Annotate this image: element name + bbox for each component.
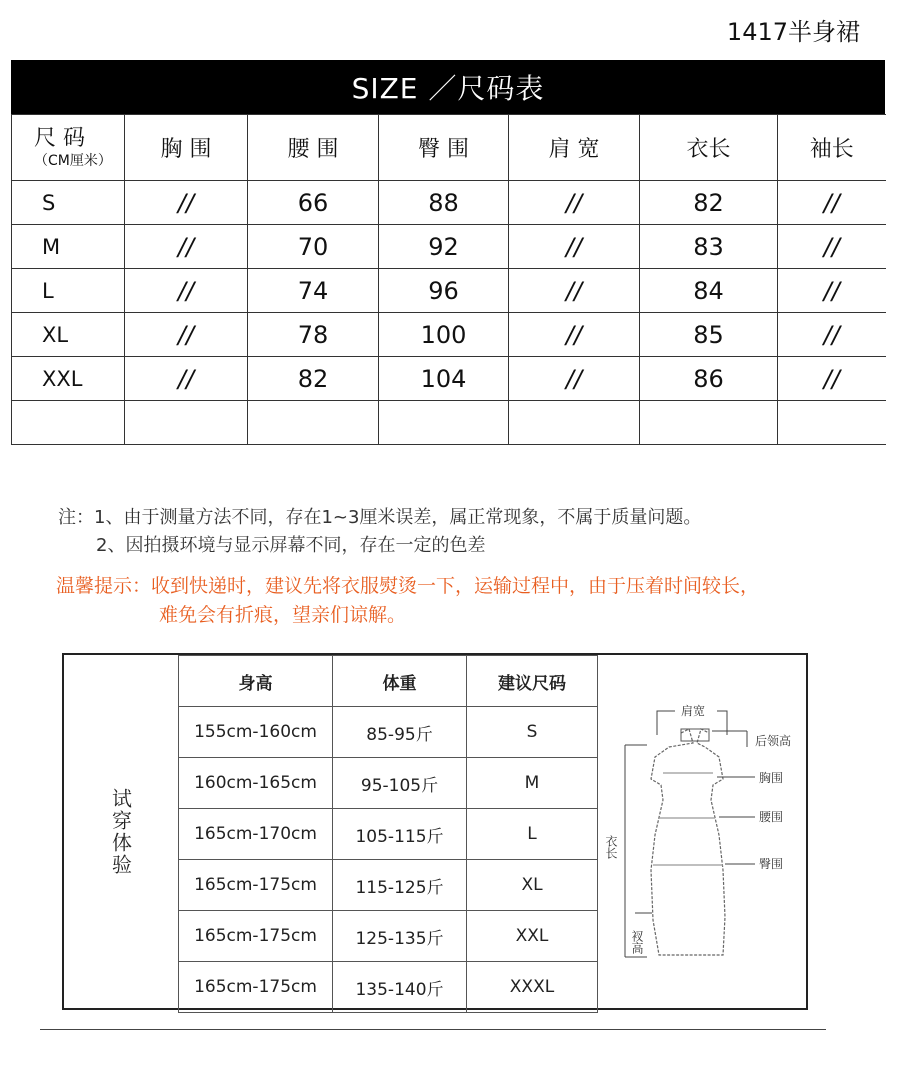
empty-cell <box>248 401 379 445</box>
size-cell: S <box>12 181 125 225</box>
table-cell: // <box>778 181 886 225</box>
table-row <box>179 962 598 1013</box>
empty-cell <box>379 401 509 445</box>
header-size <box>12 115 125 181</box>
table-cell: 66 <box>248 181 379 225</box>
table-cell: 96 <box>379 269 509 313</box>
table-cell: 70 <box>248 225 379 269</box>
table-cell: 165cm-175cm <box>179 962 333 1013</box>
table-cell: 165cm-170cm <box>179 809 333 860</box>
table-cell: // <box>125 225 248 269</box>
header-bust: 胸 围 <box>125 115 248 181</box>
table-cell: 82 <box>248 357 379 401</box>
table-row <box>12 357 886 401</box>
table-row <box>12 181 886 225</box>
fitting-header-row <box>179 656 598 707</box>
fitting-side-label-cell <box>64 655 178 1008</box>
table-cell: // <box>509 357 640 401</box>
table-cell: 82 <box>640 181 778 225</box>
table-row <box>179 707 598 758</box>
tip-line-2: 难免会有折痕，望亲们谅解。 <box>159 604 407 626</box>
table-cell: L <box>467 809 598 860</box>
size-chart <box>11 60 885 445</box>
empty-cell <box>125 401 248 445</box>
table-cell: S <box>467 707 598 758</box>
size-cell: L <box>12 269 125 313</box>
measurement-diagram <box>597 655 806 1008</box>
bottom-divider <box>40 1029 826 1030</box>
table-cell: 95-105斤 <box>333 758 467 809</box>
header-suggested-size: 建议尺码 <box>467 656 598 707</box>
table-cell: 74 <box>248 269 379 313</box>
table-cell: // <box>509 225 640 269</box>
empty-cell <box>640 401 778 445</box>
label-hip: 臀围 <box>759 857 784 871</box>
table-cell: // <box>778 313 886 357</box>
size-cell: M <box>12 225 125 269</box>
header-shoulder: 肩 宽 <box>509 115 640 181</box>
table-cell: 84 <box>640 269 778 313</box>
fitting-table <box>178 655 598 1013</box>
header-weight: 体重 <box>333 656 467 707</box>
table-cell: // <box>125 313 248 357</box>
table-cell: // <box>125 357 248 401</box>
tip-line-1: 温馨提示：收到快递时，建议先将衣服熨烫一下，运输过程中，由于压着时间较长， <box>56 575 760 597</box>
table-cell: 125-135斤 <box>333 911 467 962</box>
table-cell: // <box>509 313 640 357</box>
table-cell: 83 <box>640 225 778 269</box>
table-cell: 105-115斤 <box>333 809 467 860</box>
label-chest: 胸围 <box>759 771 784 785</box>
table-row <box>179 860 598 911</box>
empty-cell <box>509 401 640 445</box>
table-cell: 92 <box>379 225 509 269</box>
dress-outline-icon <box>651 729 725 955</box>
table-cell: 85-95斤 <box>333 707 467 758</box>
table-cell: 115-125斤 <box>333 860 467 911</box>
table-cell: M <box>467 758 598 809</box>
table-row <box>12 225 886 269</box>
table-cell: // <box>509 269 640 313</box>
table-cell: // <box>778 225 886 269</box>
table-cell: XXXL <box>467 962 598 1013</box>
note-line-1: 注：1、由于测量方法不同，存在1~3厘米误差，属正常现象，不属于质量问题。 <box>58 507 702 528</box>
label-slit: 衩高 <box>630 930 644 954</box>
table-row <box>179 911 598 962</box>
table-cell: XL <box>467 860 598 911</box>
table-cell: // <box>125 269 248 313</box>
table-cell: 100 <box>379 313 509 357</box>
table-row <box>12 269 886 313</box>
table-cell: 165cm-175cm <box>179 860 333 911</box>
label-collar: 后领高 <box>755 734 792 748</box>
table-cell: 135-140斤 <box>333 962 467 1013</box>
header-height: 身高 <box>179 656 333 707</box>
table-cell: 86 <box>640 357 778 401</box>
table-cell: 160cm-165cm <box>179 758 333 809</box>
table-cell: // <box>125 181 248 225</box>
header-hip: 臀 围 <box>379 115 509 181</box>
table-row <box>12 313 886 357</box>
table-cell: 88 <box>379 181 509 225</box>
size-cell: XL <box>12 313 125 357</box>
table-cell: // <box>778 269 886 313</box>
header-waist: 腰 围 <box>248 115 379 181</box>
empty-cell <box>12 401 125 445</box>
measurement-notes <box>58 504 701 560</box>
size-table <box>11 114 886 445</box>
table-cell: // <box>778 357 886 401</box>
size-cell: XXL <box>12 357 125 401</box>
table-cell: 78 <box>248 313 379 357</box>
table-cell: // <box>509 181 640 225</box>
table-cell: 165cm-175cm <box>179 911 333 962</box>
label-waist: 腰围 <box>759 810 784 824</box>
note-line-2: 2、因拍摄环境与显示屏幕不同，存在一定的色差 <box>96 535 486 556</box>
table-cell: 104 <box>379 357 509 401</box>
header-size-label: 尺 码 <box>34 125 85 151</box>
dress-outline-diagram <box>597 655 806 1008</box>
table-row <box>179 809 598 860</box>
size-chart-title: SIZE ／尺码表 <box>11 60 885 114</box>
fitting-experience <box>62 653 808 1010</box>
header-sleeve: 袖长 <box>778 115 886 181</box>
header-unit: （CM厘米） <box>34 153 112 170</box>
label-shoulder: 肩宽 <box>681 704 706 718</box>
empty-row <box>12 401 886 445</box>
table-row <box>179 758 598 809</box>
header-length: 衣长 <box>640 115 778 181</box>
table-cell: XXL <box>467 911 598 962</box>
empty-cell <box>778 401 886 445</box>
product-code: 1417半身裙 <box>726 18 860 46</box>
warm-tip <box>56 572 759 630</box>
size-table-header-row <box>12 115 886 181</box>
label-length: 衣长 <box>604 835 618 859</box>
table-cell: 85 <box>640 313 778 357</box>
table-cell: 155cm-160cm <box>179 707 333 758</box>
fitting-side-label: 试穿体验 <box>108 787 133 876</box>
